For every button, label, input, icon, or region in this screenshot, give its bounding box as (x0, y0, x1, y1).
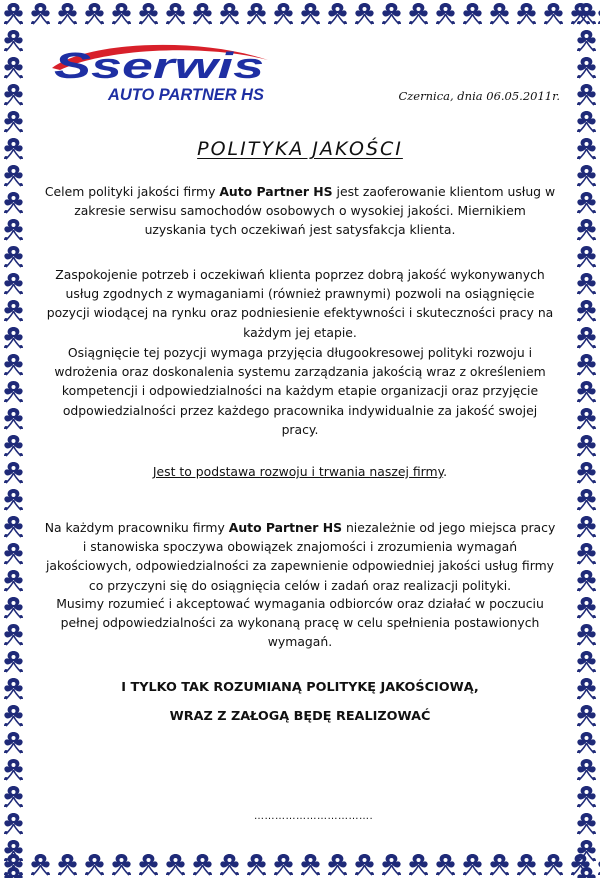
floral-ornament-icon (0, 783, 27, 810)
floral-ornament-icon (0, 297, 27, 324)
floral-ornament-icon (0, 351, 27, 378)
floral-ornament-icon (189, 0, 216, 27)
logo-subtitle-text: AUTO PARTNER HS (107, 85, 265, 104)
floral-ornament-icon (27, 0, 54, 27)
floral-ornament-icon (540, 0, 567, 27)
floral-ornament-icon (243, 0, 270, 27)
floral-ornament-icon (0, 810, 27, 837)
floral-ornament-icon (351, 851, 378, 878)
paragraph-achievement: Osiągnięcie tej pozycji wymaga przyjęcia długookresowej polityki rozwoju i wdrożenia oraz doskonalenia systemu zarządzania jakością wraz z określeniem kompetencji i odpowiedzialności na każdym etapie organizacji oraz przyjęcie odpowiedzialności przez każdego pracownika indywidualnie za jakość swojej pracy. (54, 345, 546, 437)
floral-ornament-icon (216, 851, 243, 878)
floral-ornament-icon (243, 851, 270, 878)
floral-ornament-icon (573, 189, 600, 216)
floral-ornament-icon (573, 351, 600, 378)
floral-ornament-icon (573, 783, 600, 810)
floral-ornament-icon (270, 0, 297, 27)
floral-ornament-icon (0, 837, 27, 864)
floral-ornament-icon (573, 459, 600, 486)
floral-ornament-icon (432, 851, 459, 878)
floral-ornament-icon (324, 0, 351, 27)
floral-ornament-icon (405, 0, 432, 27)
floral-ornament-icon (573, 540, 600, 567)
floral-ornament-icon (573, 486, 600, 513)
floral-ornament-icon (81, 0, 108, 27)
floral-ornament-icon (135, 851, 162, 878)
floral-ornament-icon (162, 851, 189, 878)
floral-ornament-icon (0, 594, 27, 621)
floral-ornament-icon (0, 81, 27, 108)
floral-ornament-icon (573, 243, 600, 270)
floral-ornament-icon (540, 851, 567, 878)
floral-ornament-icon (0, 324, 27, 351)
floral-ornament-icon (432, 0, 459, 27)
floral-ornament-icon (324, 851, 351, 878)
floral-ornament-icon (54, 851, 81, 878)
floral-ornament-icon (216, 0, 243, 27)
paragraph-needs: Zaspokojenie potrzeb i oczekiwań klienta poprzez dobrą jakość wykonywanych usług zgodnych z wymaganiami (również prawnymi) pozwoli na osiągnięcie pozycji wiodącej na rynku oraz podniesienie efektywności i skuteczności pracy na każdym jej etapie. (46, 267, 554, 340)
floral-ornament-icon (0, 540, 27, 567)
floral-ornament-icon (573, 675, 600, 702)
floral-ornament-icon (573, 405, 600, 432)
floral-ornament-icon (459, 0, 486, 27)
floral-ornament-icon (0, 0, 27, 27)
floral-ornament-icon (162, 0, 189, 27)
floral-ornament-icon (573, 378, 600, 405)
floral-ornament-icon (0, 216, 27, 243)
floral-ornament-icon (0, 405, 27, 432)
floral-ornament-icon (486, 851, 513, 878)
floral-ornament-icon (270, 851, 297, 878)
floral-ornament-icon (0, 675, 27, 702)
floral-ornament-icon (573, 648, 600, 675)
floral-ornament-icon (573, 216, 600, 243)
floral-ornament-icon (573, 513, 600, 540)
floral-ornament-icon (513, 851, 540, 878)
floral-ornament-icon (573, 621, 600, 648)
floral-ornament-icon (0, 243, 27, 270)
floral-ornament-icon (0, 270, 27, 297)
floral-ornament-icon (0, 189, 27, 216)
floral-ornament-icon (0, 27, 27, 54)
floral-ornament-icon (0, 756, 27, 783)
border-top (0, 0, 600, 27)
floral-ornament-icon (108, 851, 135, 878)
floral-ornament-icon (573, 756, 600, 783)
floral-ornament-icon (573, 810, 600, 837)
floral-ornament-icon (573, 567, 600, 594)
floral-ornament-icon (297, 0, 324, 27)
floral-ornament-icon (135, 0, 162, 27)
floral-ornament-icon (0, 378, 27, 405)
floral-ornament-icon (573, 702, 600, 729)
floral-ornament-icon (351, 0, 378, 27)
logo-brand-text: Sserwis (54, 45, 264, 86)
floral-ornament-icon (573, 594, 600, 621)
floral-ornament-icon (405, 851, 432, 878)
floral-ornament-icon (108, 0, 135, 27)
floral-ornament-icon (573, 54, 600, 81)
floral-ornament-icon (573, 324, 600, 351)
floral-ornament-icon (0, 432, 27, 459)
date-line: Czernica, dnia 06.05.2011r. (398, 89, 560, 103)
floral-ornament-icon (54, 0, 81, 27)
floral-ornament-icon (0, 459, 27, 486)
closing-statement-line-1: I TYLKO TAK ROZUMIANĄ POLITYKĘ JAKOŚCIOWĄ, (121, 680, 479, 695)
paragraph-employees: Na każdym pracowniku firmy Auto Partner HS niezależnie od jego miejsca pracy i stanowiska spoczywa obowiązek znajomości i zrozumienia wymagań jakościowych, odpowiedzialności za zapewnienie odpowiedniej jakości usług firmy co przyczyni się do osiągnięcia celów i zadań oraz realizacji polityki. (44, 520, 556, 593)
floral-ornament-icon (0, 567, 27, 594)
floral-ornament-icon (573, 162, 600, 189)
floral-ornament-icon (573, 27, 600, 54)
floral-ornament-icon (0, 729, 27, 756)
floral-ornament-icon (0, 702, 27, 729)
floral-ornament-icon (486, 0, 513, 27)
floral-ornament-icon (81, 851, 108, 878)
floral-ornament-icon (573, 81, 600, 108)
paragraph-goal: Celem polityki jakości firmy Auto Partner HS jest zaoferowanie klientom usług w zakresie serwisu samochodów osobowych o wysokiej jakości. Miernikiem uzyskania tych oczekiwań jest satysfakcja klienta. (44, 184, 556, 238)
floral-ornament-icon (459, 851, 486, 878)
floral-ornament-icon (378, 0, 405, 27)
floral-ornament-icon (573, 297, 600, 324)
border-left (0, 0, 27, 878)
floral-ornament-icon (0, 621, 27, 648)
floral-ornament-icon (573, 432, 600, 459)
page-title: POLITYKA JAKOŚCI (197, 138, 403, 160)
floral-ornament-icon (297, 851, 324, 878)
floral-ornament-icon (0, 513, 27, 540)
signature-line: ……………………………. (254, 811, 374, 822)
floral-ornament-icon (0, 162, 27, 189)
paragraph-foundation: Jest to podstawa rozwoju i trwania naszej firmy. (152, 464, 448, 479)
floral-ornament-icon (27, 851, 54, 878)
paragraph-customers: Musimy rozumieć i akceptować wymagania odbiorców oraz działać w poczuciu pełnej odpowiedzialności za wykonaną pracę w celu spełnienia postawionych wymagań. (56, 596, 544, 650)
floral-ornament-icon (189, 851, 216, 878)
floral-ornament-icon (573, 270, 600, 297)
floral-ornament-icon (0, 54, 27, 81)
floral-ornament-icon (573, 729, 600, 756)
floral-ornament-icon (573, 837, 600, 864)
closing-statement-line-2: WRAZ Z ZAŁOGĄ BĘDĘ REALIZOWAĆ (169, 709, 431, 724)
border-right (573, 0, 600, 878)
floral-ornament-icon (0, 108, 27, 135)
floral-ornament-icon (513, 0, 540, 27)
floral-ornament-icon (573, 108, 600, 135)
floral-ornament-icon (0, 648, 27, 675)
floral-ornament-icon (573, 864, 600, 878)
sserwis-logo (46, 38, 276, 106)
floral-ornament-icon (0, 486, 27, 513)
floral-ornament-icon (378, 851, 405, 878)
border-bottom (0, 851, 600, 878)
floral-ornament-icon (573, 0, 600, 27)
floral-ornament-icon (0, 864, 27, 878)
